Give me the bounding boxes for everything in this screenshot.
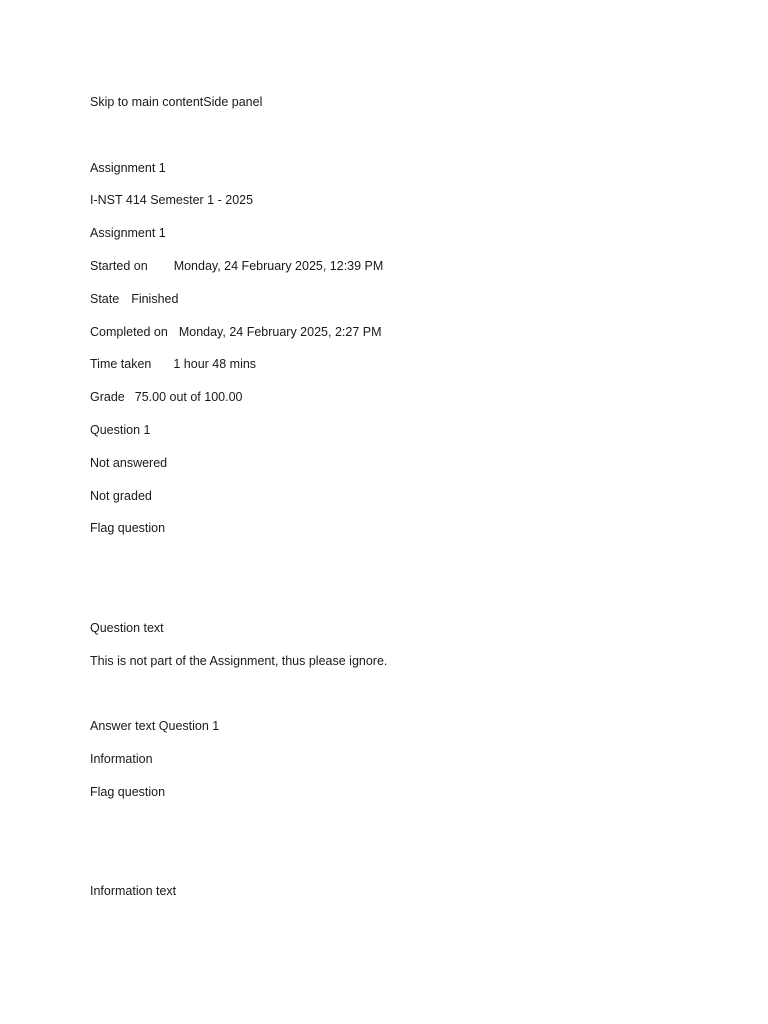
question-1-flag-button[interactable]: Flag question	[90, 521, 166, 535]
course-breadcrumb[interactable]: I-NST 414 Semester 1 - 2025	[90, 193, 254, 207]
summary-grade-row	[90, 389, 242, 405]
question-1-text: This is not part of the Assignment, thus please ignore.	[90, 654, 388, 668]
question-1-answer-label: Answer text Question 1	[90, 719, 220, 733]
quiz-review-page	[90, 0, 730, 1024]
summary-state-row	[90, 291, 178, 307]
state-label: State	[90, 292, 120, 306]
completed-value: Monday, 24 February 2025, 2:27 PM	[178, 325, 382, 339]
question-1-text-heading: Question text	[90, 621, 164, 635]
side-panel-link[interactable]: Side panel	[203, 95, 263, 109]
information-text-heading: Information text	[90, 884, 177, 898]
question-1-title: Question 1	[90, 423, 151, 437]
question-1-grade: Not graded	[90, 489, 152, 503]
state-value: Finished	[131, 292, 179, 306]
quiz-name: Assignment 1	[90, 226, 166, 240]
skip-to-main-link[interactable]: Skip to main content	[90, 95, 204, 109]
grade-label: Grade	[90, 390, 125, 404]
time-value: 1 hour 48 mins	[173, 357, 257, 371]
time-label: Time taken	[90, 357, 152, 371]
summary-time-row	[90, 356, 256, 372]
summary-completed-row	[90, 324, 382, 340]
information-title: Information	[90, 752, 153, 766]
summary-started-row	[90, 258, 383, 274]
question-1-status: Not answered	[90, 456, 168, 470]
completed-label: Completed on	[90, 325, 168, 339]
started-value: Monday, 24 February 2025, 12:39 PM	[173, 259, 384, 273]
page-title: Assignment 1	[90, 161, 166, 175]
grade-value: 75.00 out of 100.00	[134, 390, 243, 404]
started-label: Started on	[90, 259, 148, 273]
top-nav	[90, 94, 262, 110]
information-flag-button[interactable]: Flag question	[90, 785, 166, 799]
